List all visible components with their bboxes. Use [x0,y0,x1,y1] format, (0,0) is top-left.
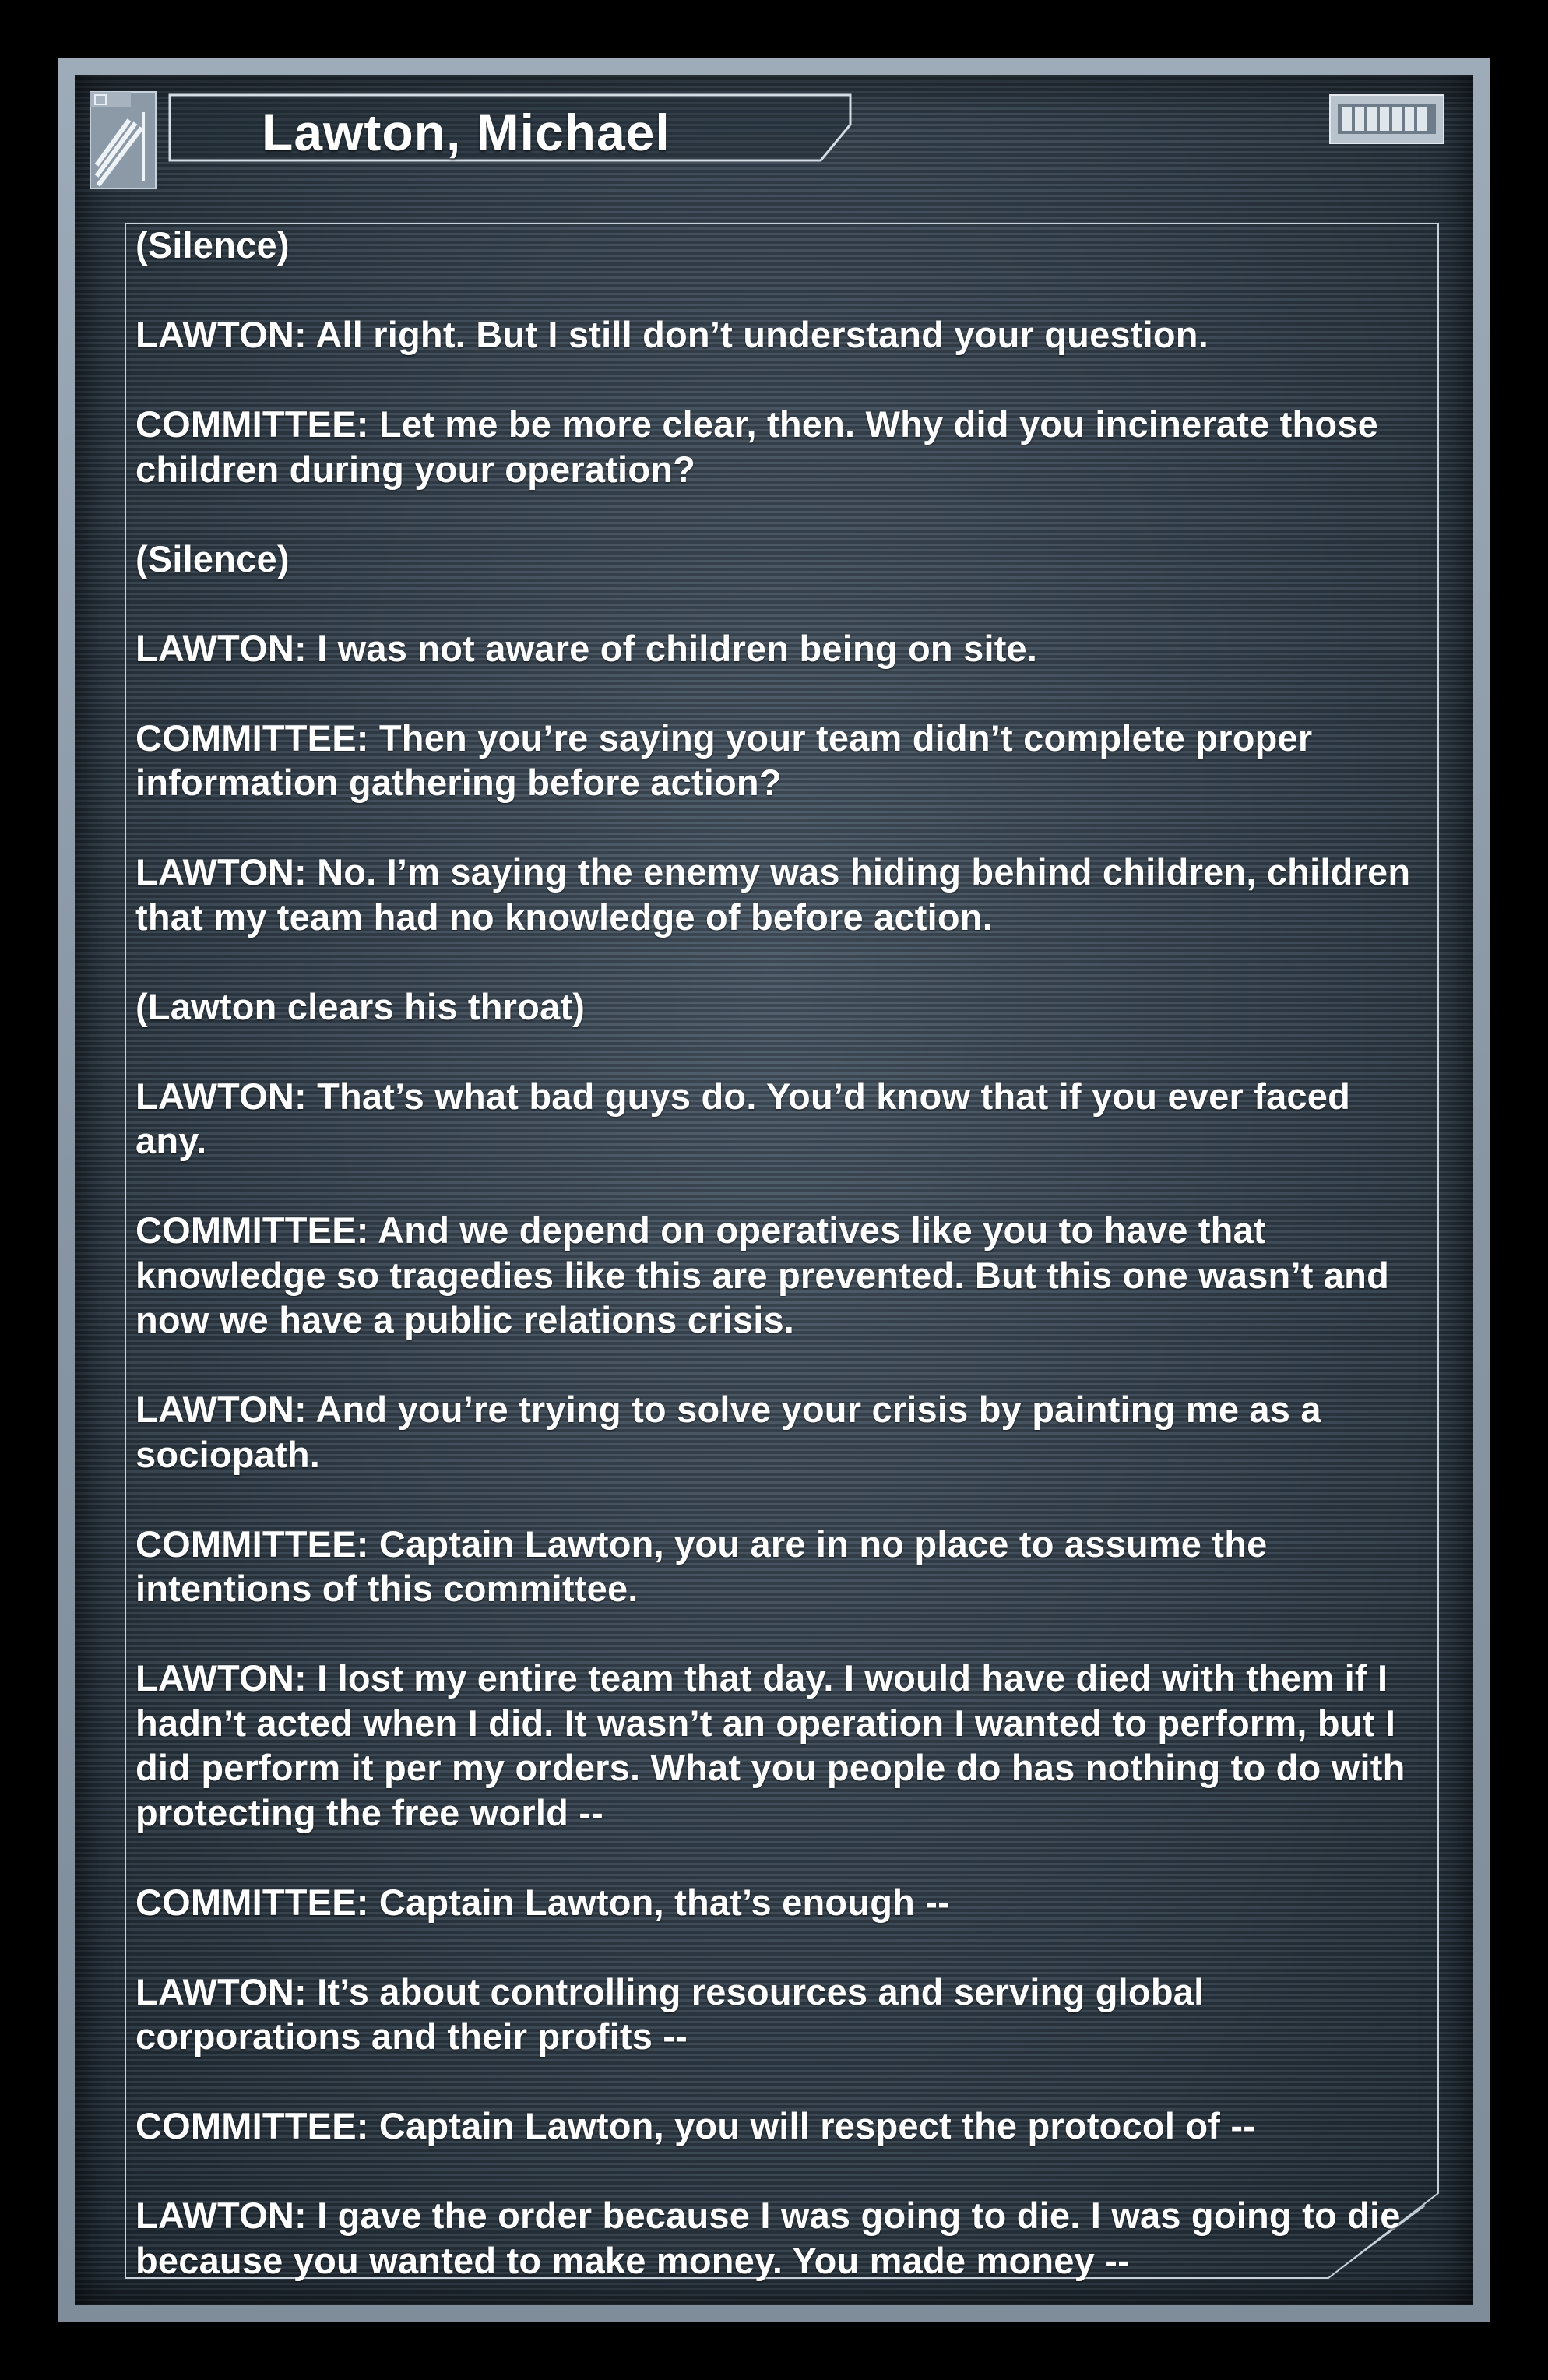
transcript-line: COMMITTEE: And we depend on operatives like you to have that knowledge so tragedies like this are prevented. But this one wasn’t and now we have a public relations crisis. [135,1209,1400,1340]
battery-meter-icon [1328,93,1445,145]
transcript-line: COMMITTEE: Let me be more clear, then. Why did you incinerate those children during your operation? [135,403,1389,490]
transcript-line: (Silence) [135,224,290,266]
striped-corner-badge-icon [86,89,160,192]
transcript-line: LAWTON: It’s about controlling resources and serving global corporations and their profits -- [135,1970,1215,2057]
transcript-text [135,223,1428,2305]
title-tab [168,93,853,164]
transcript-line: LAWTON: I lost my entire team that day. I would have died with them if I hadn’t acted when I did. It wasn’t an operation I wanted to perform, but I did perform it per my orders. What you people do has nothing to do with protecting the free world -- [135,1657,1416,1833]
transcript-line: LAWTON: All right. But I still don’t understand your question. [135,314,1208,355]
screen-panel [75,75,1473,2305]
page-title: Lawton, Michael [262,104,670,161]
transcript-line: LAWTON: I gave the order because I was going to die. I was going to die because you wanted to make money. You made money -- [135,2195,1411,2281]
transcript-line: (Silence) [135,537,290,579]
transcript-line: LAWTON: That’s what bad guys do. You’d know that if you ever faced any. [135,1075,1361,1161]
transcript-line: LAWTON: I was not aware of children being on site. [135,627,1038,669]
device-frame [58,58,1490,2322]
transcript-panel [125,223,1439,2279]
transcript-line: COMMITTEE: Captain Lawton, you are in no place to assume the intentions of this committee. [135,1523,1278,1609]
transcript-line: COMMITTEE: Captain Lawton, that’s enough -- [135,1881,950,1923]
transcript-line: LAWTON: No. I’m saying the enemy was hiding behind children, children that my team had no knowledge of before action. [135,851,1421,938]
transcript-line: COMMITTEE: Then you’re saying your team didn’t complete proper information gathering before action? [135,716,1323,803]
transcript-line: LAWTON: And you’re trying to solve your crisis by painting me as a sociopath. [135,1389,1332,1475]
transcript-line: COMMITTEE: Captain Lawton, you will respect the protocol of -- [135,2105,1256,2146]
transcript-line: (Lawton clears his throat) [135,985,586,1027]
